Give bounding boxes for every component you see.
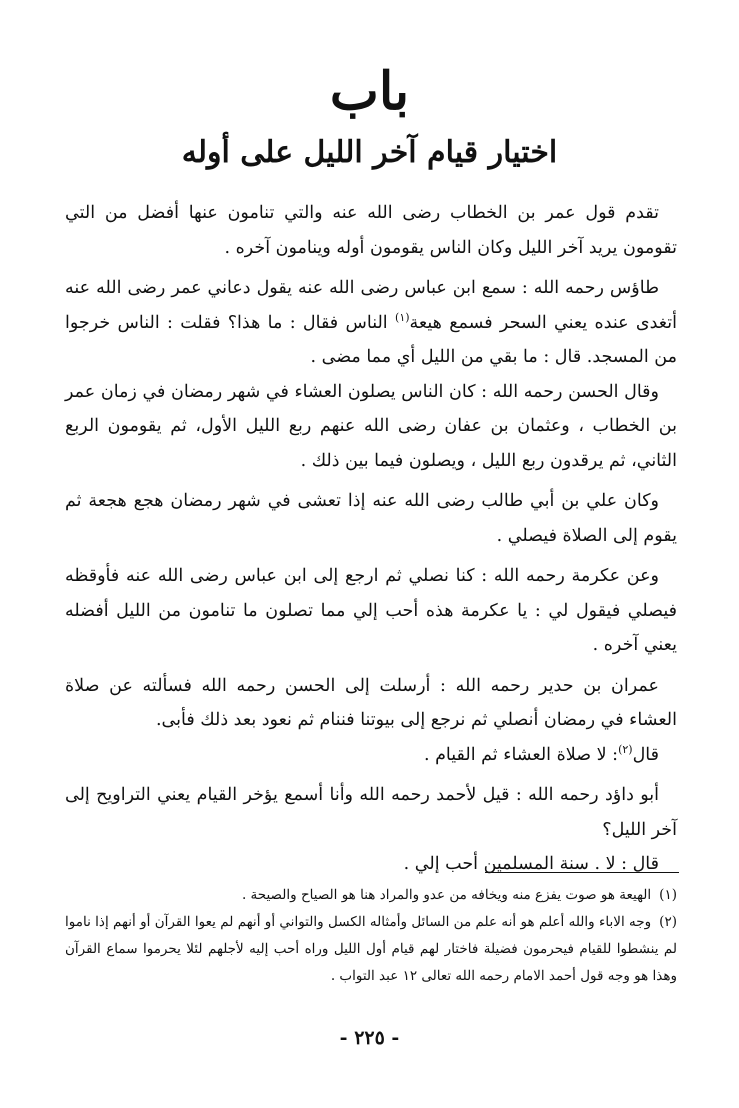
footnote xyxy=(65,909,677,990)
chapter-title: اختيار قيام آخر الليل على أوله xyxy=(181,135,558,170)
paragraph: عمران بن حدير رحمه الله : أرسلت إلى الحسن رحمه الله فسألته عن صلاة العشاء في رمضان أنصلي ثم نرجع إلى بيوتنا فننام ثم نعود بعد ذلك فأبى. xyxy=(65,675,677,730)
paragraph-text: طاؤس رحمه الله : سمع ابن عباس رضى الله عنه يقول دعاني عمر رضى الله عنه أتغدى عنده يعني السحر فسمع هيعة xyxy=(65,278,677,333)
footnote-text: وجه الاباء والله أعلم هو أنه علم من السائل وأمثاله الكسل والتواني أو أنهم لم يعوا القرآن أو أنهم إذا ناموا لم ينشطوا للقيام فيحرمون فضيلة فاختار لهم قيام أول الليل وراه أحب إليه لأجلهم لئلا يحرموا سماع القرآن وهذا هو وجه قول أحمد الامام رحمه الله تعالى ١٢ عبد التواب . xyxy=(65,914,677,984)
paragraph: وقال الحسن رحمه الله : كان الناس يصلون العشاء في شهر رمضان في زمان عمر بن الخطاب ، وعثمان بن عفان رضى الله عنهم ربع الليل الأول، ثم يقومون الربع الثاني، ثم يرقدون ربع الليل ، ويصلون فيما بين ذلك . xyxy=(65,381,677,471)
footnote-divider xyxy=(485,872,679,873)
paragraph-text: : لا صلاة العشاء ثم القيام . xyxy=(423,744,619,765)
paragraph: وكان علي بن أبي طالب رضى الله عنه إذا تعشى في شهر رمضان هجع هجعة ثم يقوم إلى الصلاة فيصلي . xyxy=(65,491,677,546)
footnotes xyxy=(65,882,677,990)
paragraph xyxy=(65,271,677,375)
footnote-ref: (٢) xyxy=(618,742,633,756)
footnote-number: (١) xyxy=(659,887,677,903)
paragraph-text: قال xyxy=(632,744,659,765)
paragraph xyxy=(65,738,677,773)
footnote-ref: (١) xyxy=(395,310,410,324)
footnote xyxy=(65,882,677,909)
paragraph: أبو داؤد رحمه الله : قيل لأحمد رحمه الله وأنا أسمع يؤخر القيام يعني التراويح إلى آخر الليل؟ xyxy=(65,785,677,840)
page-number: - ٢٢٥ - xyxy=(339,1027,400,1049)
footnote-number: (٢) xyxy=(659,914,677,930)
paragraph: تقدم قول عمر بن الخطاب رضى الله عنه والتي تنامون عنها أفضل من التي تقومون يريد آخر الليل وكان الناس يقومون أوله وينامون آخره . xyxy=(65,203,677,258)
paragraph: قال : لا . سنة المسلمين أحب إلي . xyxy=(403,854,659,874)
chapter-label: باب xyxy=(329,61,410,122)
body-text xyxy=(65,196,677,882)
paragraph: وعن عكرمة رحمه الله : كنا نصلي ثم ارجع إلى ابن عباس رضى الله عنه فأوقظه فيصلي فيقول لي : يا عكرمة هذه أحب إلي مما تصلون ما تنامون من الليل أفضله يعني آخره . xyxy=(65,566,677,655)
footnote-text: الهيعة هو صوت يفزع منه ويخافه من عدو والمراد هنا هو الصياح والصيحة . xyxy=(241,887,652,903)
paragraph-text: الناس فقال : ما هذا؟ فقلت : الناس خرجوا من المسجد. قال : ما بقي من الليل أي مما مضى . xyxy=(65,312,677,367)
